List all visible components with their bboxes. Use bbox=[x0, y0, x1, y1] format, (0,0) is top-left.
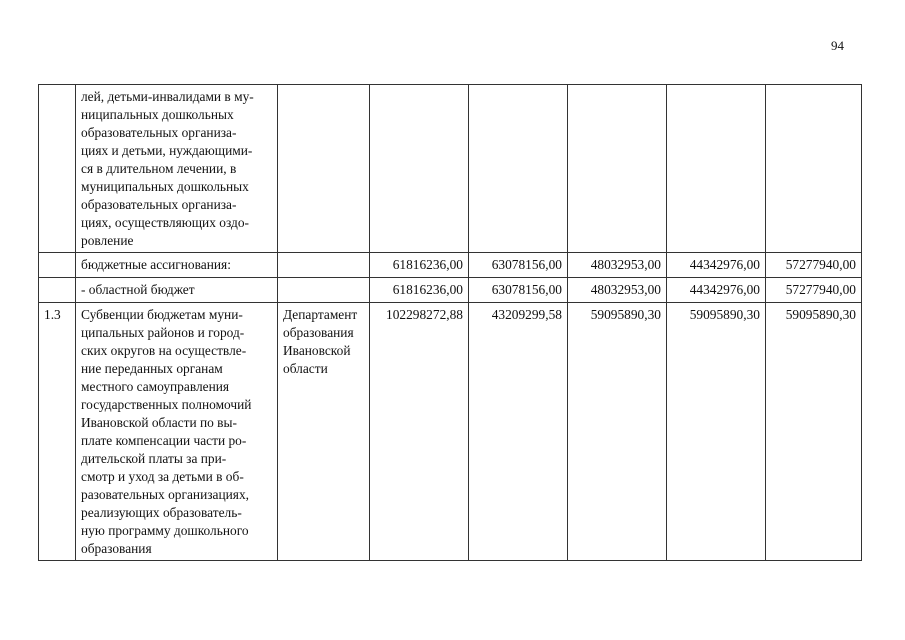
value-cell bbox=[766, 85, 862, 253]
value-cell: 57277940,00 bbox=[766, 278, 862, 303]
value-cell: 43209299,58 bbox=[469, 303, 568, 561]
row-description: лей, детьми-инвалидами в му- ниципальных дошкольных образовательных организа- циях и детьми, нуждающими- ся в длительном лечении, в муниципальных дошкольных образовательных организа- циях, осуществляющих оздо- ровление bbox=[76, 85, 278, 253]
row-index bbox=[39, 253, 76, 278]
value-cell: 57277940,00 bbox=[766, 253, 862, 278]
row-description: бюджетные ассигнования: bbox=[76, 253, 278, 278]
table-row bbox=[39, 253, 862, 278]
value-cell: 44342976,00 bbox=[667, 253, 766, 278]
row-description: Субвенции бюджетам муни- ципальных районов и город- ских округов на осуществле- ние переданных органам местного самоуправления государственных полномочий Ивановской области по вы- плате компенсации части ро- дительской платы за при- смотр и уход за детьми в об- разовательных организациях, реализующих образователь- ную программу дошкольного образования bbox=[76, 303, 278, 561]
value-cell: 63078156,00 bbox=[469, 253, 568, 278]
value-cell: 61816236,00 bbox=[370, 278, 469, 303]
table-row bbox=[39, 278, 862, 303]
row-index: 1.3 bbox=[39, 303, 76, 561]
value-cell: 44342976,00 bbox=[667, 278, 766, 303]
page-number: 94 bbox=[831, 38, 844, 53]
table-row bbox=[39, 85, 862, 253]
value-cell: 59095890,30 bbox=[568, 303, 667, 561]
row-description: - областной бюджет bbox=[76, 278, 278, 303]
row-executor bbox=[278, 85, 370, 253]
value-cell: 63078156,00 bbox=[469, 278, 568, 303]
value-cell bbox=[370, 85, 469, 253]
table-row bbox=[39, 303, 862, 561]
row-executor: Департамент образования Ивановской области bbox=[278, 303, 370, 561]
value-cell: 59095890,30 bbox=[766, 303, 862, 561]
row-executor bbox=[278, 253, 370, 278]
value-cell bbox=[568, 85, 667, 253]
row-executor bbox=[278, 278, 370, 303]
value-cell: 59095890,30 bbox=[667, 303, 766, 561]
value-cell: 61816236,00 bbox=[370, 253, 469, 278]
value-cell: 48032953,00 bbox=[568, 278, 667, 303]
row-index bbox=[39, 85, 76, 253]
value-cell bbox=[667, 85, 766, 253]
value-cell bbox=[469, 85, 568, 253]
row-index bbox=[39, 278, 76, 303]
value-cell: 102298272,88 bbox=[370, 303, 469, 561]
budget-table bbox=[38, 84, 862, 561]
value-cell: 48032953,00 bbox=[568, 253, 667, 278]
